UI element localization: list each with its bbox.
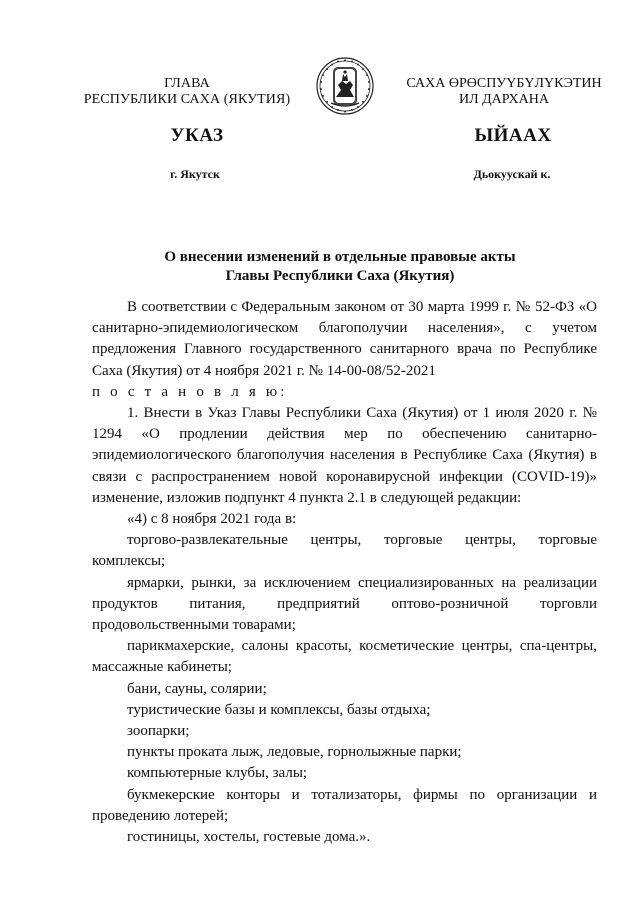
title-line2: Главы Республики Саха (Якутия) (225, 268, 455, 284)
sakha-coat-of-arms-icon (316, 57, 374, 115)
doc-type-sakha: ЫЙААХ (474, 125, 552, 146)
list-item: туристические базы и комплексы, базы отдыха; (127, 701, 431, 718)
list-item: бани, сауны, солярии; (127, 680, 267, 697)
list-item: парикмахерские, салоны красоты, косметические центры, спа-центры, массажные кабинеты; (92, 638, 597, 676)
title-line1: О внесении изменений в отдельные правовые акты (164, 249, 516, 265)
item-1-paragraph: 1. Внести в Указ Главы Республики Саха (Якутия) от 1 июля 2020 г. № 1294 «О продлении действия мер по обеспечению санитарно-эпидемиологического благополучия населения в Республике Саха (Якутия) в связи с распространением новой коронавирусной инфекции (COVID-19)» изменение, изложив подпункт 4 пункта 2.1 в следующей редакции: (92, 405, 597, 506)
decree-word: п о с т а н о в л я ю: (92, 383, 288, 400)
list-item: пункты проката лыж, ледовые, горнолыжные парки; (127, 744, 462, 761)
issuer-ru-line1: ГЛАВА (164, 76, 210, 91)
list-item: зоопарки; (127, 723, 190, 740)
list-item: компьютерные клубы, залы; (127, 765, 308, 782)
document-title (110, 248, 570, 286)
list-item: ярмарки, рынки, за исключением специализированных на реализации продуктов питания, предприятий оптово-розничной торговли продовольственными товарами; (92, 574, 597, 634)
issuer-sakha (398, 76, 610, 108)
doc-type-ru: УКАЗ (170, 125, 224, 146)
document-body (92, 297, 597, 848)
subitem-4-paragraph: «4) с 8 ноября 2021 года в: (127, 511, 297, 528)
issuer-ru (82, 76, 292, 108)
issuer-ru-line2: РЕСПУБЛИКИ САХА (ЯКУТИЯ) (83, 92, 291, 107)
city-sakha: Дьокуускай к. (473, 167, 551, 181)
list-item: торгово-развлекательные центры, торговые центры, торговые комплексы; (92, 532, 597, 570)
list-item: гостиницы, хостелы, гостевые дома.». (127, 829, 371, 846)
list-item: букмекерские конторы и тотализаторы, фирмы по организации и проведению лотерей; (92, 786, 597, 824)
city-ru: г. Якутск (170, 167, 220, 181)
issuer-sakha-line2: ИЛ ДАРХАНА (458, 92, 549, 107)
issuer-sakha-line1: САХА ӨРӨСПУҮБҮЛҮКЭТИН (406, 76, 602, 91)
preamble-paragraph: В соответствии с Федеральным законом от 30 марта 1999 г. № 52-ФЗ «О санитарно-эпидемиологическом благополучии населения», с учетом предложения Главного государственного санитарного врача по Республике Саха (Якутия) от 4 ноября 2021 г. № 14-00-08/52-2021 (92, 299, 597, 379)
